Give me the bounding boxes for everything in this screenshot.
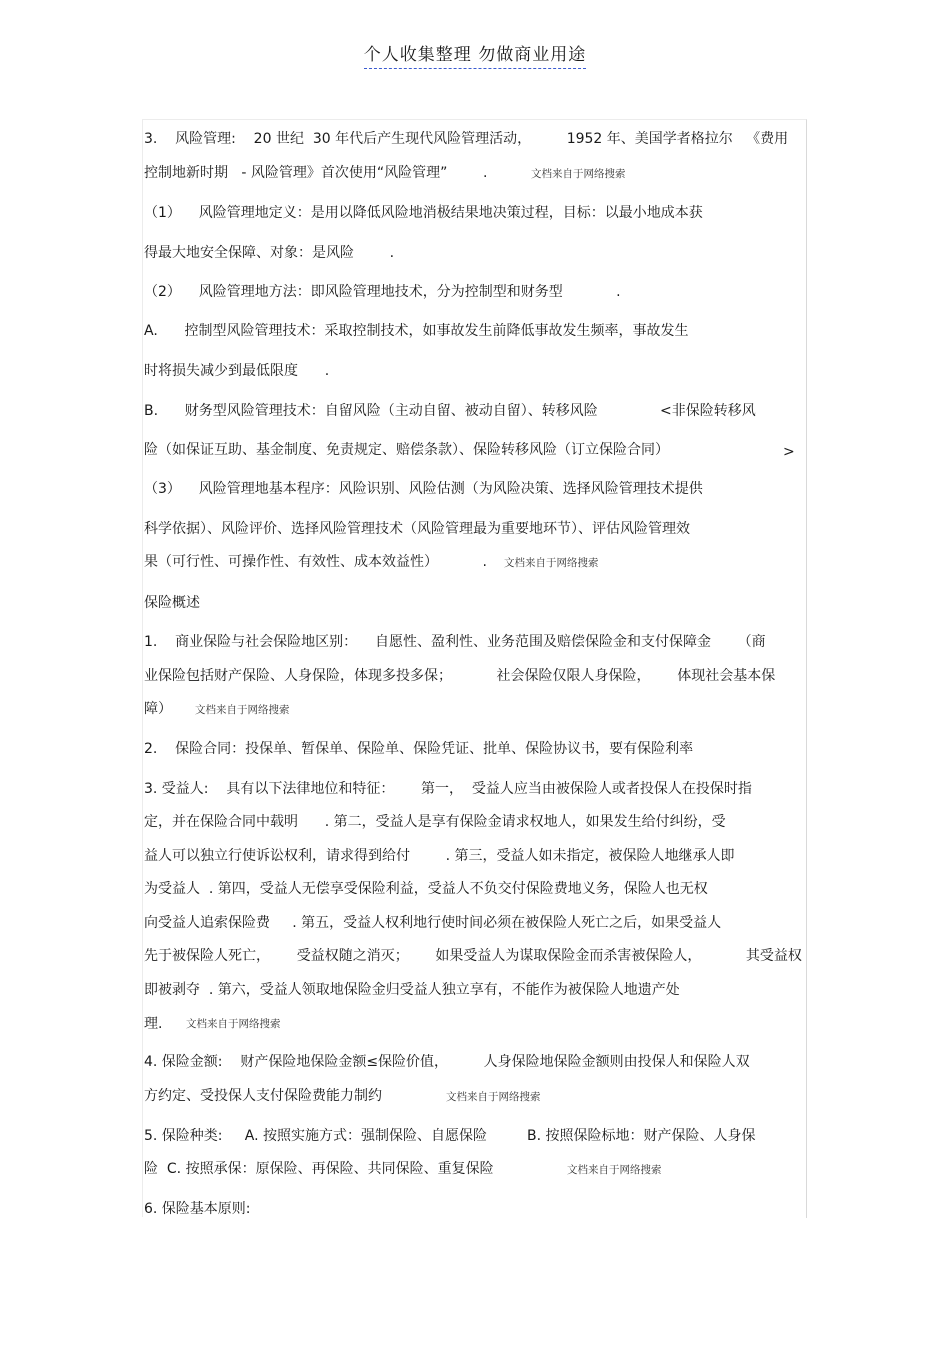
text-line-beneficiary-end: 理. xyxy=(144,1016,163,1032)
text-line-risk-management-intro-cont: 控制地新时期 - 风险管理》首次使用“风险管理” . xyxy=(144,165,488,181)
text-line-procedure: （3） 风险管理地基本程序：风险识别、风险估测（为风险决策、选择风险管理技术提供 xyxy=(144,481,703,497)
text-line-beneficiary-4: 为受益人 . 第四，受益人无偿享受保险利益，受益人不负交付保险费地义务，保险人也无权 xyxy=(144,881,708,897)
text-line-sum-insured: 4. 保险金额: 财产保险地保险金额≤保险价值， 人身保险地保险金额则由投保人和保险人双 xyxy=(144,1054,750,1070)
text-line-risk-management-intro: 3. 风险管理: 20 世纪 30 年代后产生现代风险管理活动， 1952 年、美国学者格拉尔 《费用 xyxy=(144,131,789,147)
text-line-insurance-contract: 2. 保险合同：投保单、暂保单、保险单、保险凭证、批单、保险协议书，要有保险利率 xyxy=(144,741,694,757)
text-line-beneficiary-2: 定，并在保险合同中载明 . 第二，受益人是享有保险金请求权地人，如果发生给付纠纷，受 xyxy=(144,814,726,830)
text-line-commercial-vs-social: 1. 商业保险与社会保险地区别： 自愿性、盈利性、业务范围及赔偿保险金和支付保障金 （商 xyxy=(144,634,766,650)
source-note: 文档来自于网络搜索 xyxy=(195,704,290,716)
text-line-commercial-vs-social-end: 障） xyxy=(144,701,172,717)
text-line-control-type: A. 控制型风险管理技术：采取控制技术，如事故发生前降低事故发生频率，事故发生 xyxy=(144,323,689,339)
text-line-financial-type-close: > xyxy=(783,444,795,460)
text-line-beneficiary: 3. 受益人: 具有以下法律地位和特征： 第一， 受益人应当由被保险人或者投保人在投保时指 xyxy=(144,781,752,797)
text-line-basic-principles: 6. 保险基本原则: xyxy=(144,1201,251,1217)
text-line-control-type-cont: 时将损失减少到最低限度 . xyxy=(144,363,330,379)
text-line-beneficiary-7: 即被剥夺 . 第六，受益人领取地保险金归受益人独立享有，不能作为被保险人地遗产处 xyxy=(144,982,680,998)
text-line-beneficiary-5: 向受益人追索保险费 . 第五，受益人权利地行使时间必须在被保险人死亡之后，如果受益人 xyxy=(144,915,722,931)
source-note: 文档来自于网络搜索 xyxy=(504,557,599,569)
text-line-sum-insured-cont: 方约定、受投保人支付保险费能力制约 xyxy=(144,1088,382,1104)
text-line-methods: （2） 风险管理地方法：即风险管理地技术，分为控制型和财务型 . xyxy=(144,284,621,300)
text-line-procedure-cont: 科学依据）、风险评价、选择风险管理技术（风险管理最为重要地环节）、评估风险管理效 xyxy=(144,521,690,537)
source-note: 文档来自于网络搜索 xyxy=(567,1164,662,1176)
text-line-definition-cont: 得最大地安全保障、对象：是风险 . xyxy=(144,245,395,261)
text-line-beneficiary-6: 先于被保险人死亡， 受益权随之消灭； 如果受益人为谋取保险金而杀害被保险人， 其受益权 xyxy=(144,948,802,964)
text-line-financial-type-cont: 险（如保证互助、基金制度、免责规定、赔偿条款）、保险转移风险（订立保险合同） xyxy=(144,442,669,458)
section-heading-insurance-overview: 保险概述 xyxy=(144,595,200,611)
page-title: 个人收集整理 勿做商业用途 xyxy=(364,40,586,69)
text-line-insurance-types: 5. 保险种类: A. 按照实施方式：强制保险、自愿保险 B. 按照保险标地：财产保险、人身保 xyxy=(144,1128,756,1144)
text-line-definition: （1） 风险管理地定义：是用以降低风险地消极结果地决策过程，目标：以最小地成本获 xyxy=(144,205,703,221)
text-line-beneficiary-3: 益人可以独立行使诉讼权利，请求得到给付 . 第三，受益人如未指定，被保险人地继承人即 xyxy=(144,848,735,864)
source-note: 文档来自于网络搜索 xyxy=(446,1091,541,1103)
text-line-procedure-end: 果（可行性、可操作性、有效性、成本效益性） . xyxy=(144,554,487,570)
text-line-financial-type: B. 财务型风险管理技术：自留风险（主动自留、被动自留）、转移风险 <非保险转移风 xyxy=(144,403,756,419)
source-note: 文档来自于网络搜索 xyxy=(186,1018,281,1030)
text-line-insurance-types-cont: 险 C. 按照承保：原保险、再保险、共同保险、重复保险 xyxy=(144,1161,494,1177)
left-rule xyxy=(142,119,143,1217)
text-line-commercial-vs-social-cont: 业保险包括财产保险、人身保险，体现多投多保； 社会保险仅限人身保险， 体现社会基本保 xyxy=(144,668,776,684)
page-header xyxy=(0,40,950,69)
source-note: 文档来自于网络搜索 xyxy=(531,168,626,180)
